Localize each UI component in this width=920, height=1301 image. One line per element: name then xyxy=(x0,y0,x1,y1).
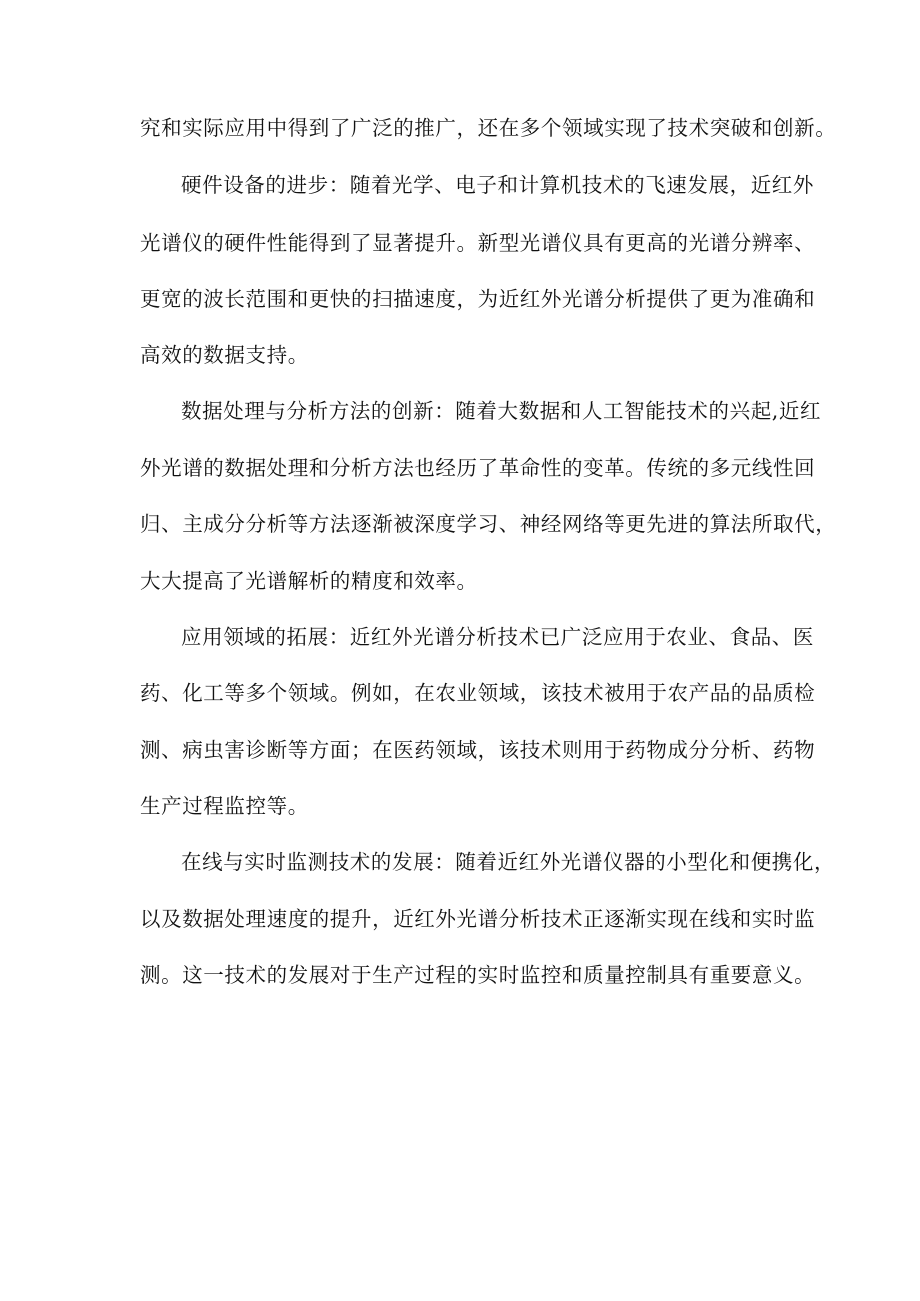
paragraph-line: 外光谱的数据处理和分析方法也经历了革命性的变革。传统的多元线性回 xyxy=(140,456,816,480)
paragraph-line: 以及数据处理速度的提升，近红外光谱分析技术正逐渐实现在线和实时监 xyxy=(140,907,816,931)
paragraph-line: 药、化工等多个领域。例如，在农业领域，该技术被用于农产品的品质检 xyxy=(140,681,816,705)
paragraph-line: 大大提高了光谱解析的精度和效率。 xyxy=(140,569,478,593)
paragraph-line: 归、主成分分析等方法逐渐被深度学习、神经网络等更先进的算法所取代， xyxy=(140,512,837,536)
paragraph-line: 应用领域的拓展：近红外光谱分析技术已广泛应用于农业、食品、医 xyxy=(181,625,814,649)
paragraph-line: 光谱仪的硬件性能得到了显著提升。新型光谱仪具有更高的光谱分辨率、 xyxy=(140,231,816,255)
paragraph-line: 高效的数据支持。 xyxy=(140,343,309,367)
paragraph-line: 更宽的波长范围和更快的扫描速度，为近红外光谱分析提供了更为准确和 xyxy=(140,287,816,311)
paragraph-line: 生产过程监控等。 xyxy=(140,794,309,818)
paragraph-line: 测。这一技术的发展对于生产过程的实时监控和质量控制具有重要意义。 xyxy=(140,963,816,987)
paragraph-line: 数据处理与分析方法的创新：随着大数据和人工智能技术的兴起,近红 xyxy=(181,399,822,423)
paragraph-line: 究和实际应用中得到了广泛的推广，还在多个领域实现了技术突破和创新。 xyxy=(140,116,837,140)
paragraph-line: 在线与实时监测技术的发展：随着近红外光谱仪器的小型化和便携化， xyxy=(181,850,836,874)
paragraph-line: 硬件设备的进步：随着光学、电子和计算机技术的飞速发展，近红外 xyxy=(181,173,814,197)
paragraph-line: 测、病虫害诊断等方面；在医药领域，该技术则用于药物成分分析、药物 xyxy=(140,738,816,762)
